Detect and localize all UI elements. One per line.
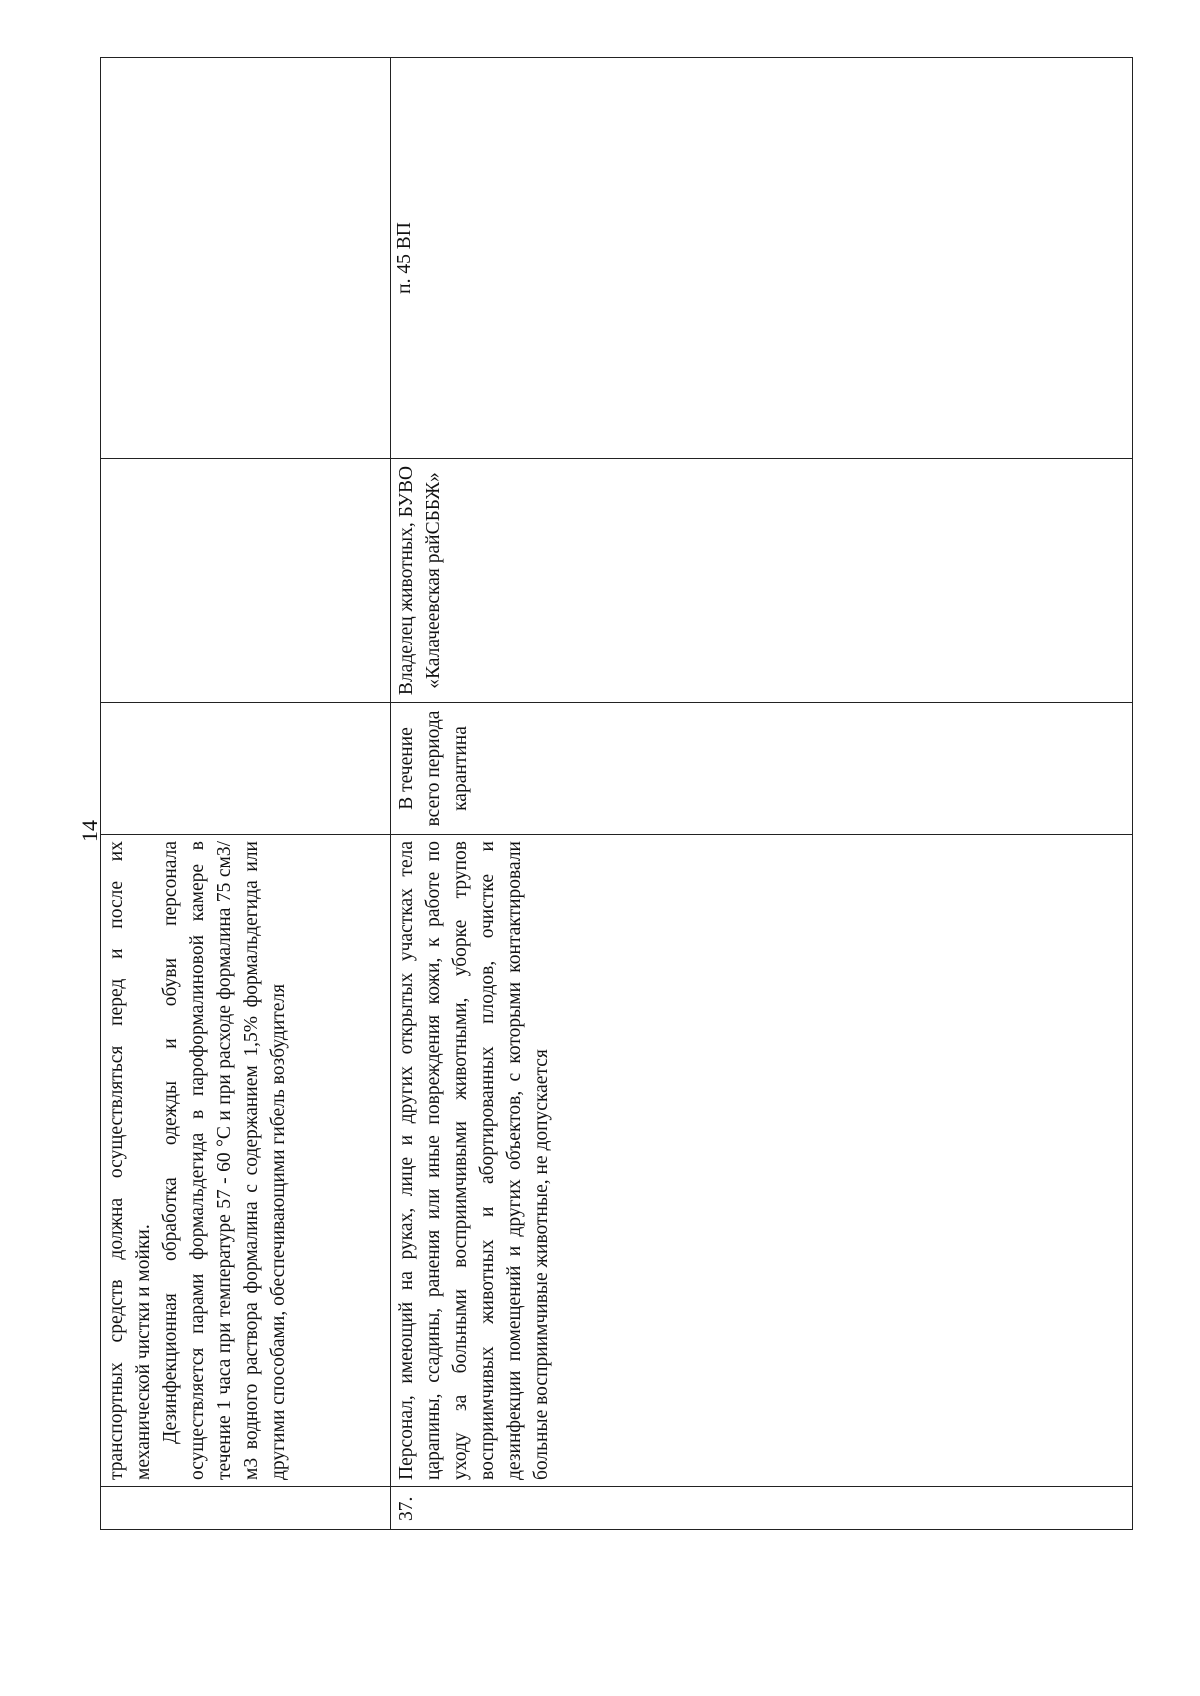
measure-paragraph: Дезинфекционная обработка одежды и обуви персонала осуществляется парами формальдегида в пароформалиновой камере в течение 1 часа при температуре 57 - 60 °С и при расходе формалина 75 см3/м3 водного раствора формалина с содержанием 1,5% формальдегида или другими способами, обеспечивающими гибель возбудителя [160,841,289,1480]
page-number: 14 [77,820,102,842]
row-number-cell: 37. [391,1487,1133,1530]
term-cell: В течение всего периода карантина [391,703,1133,835]
table-row [391,58,1133,1530]
row-number-cell [101,1487,391,1530]
responsible-cell [101,459,391,703]
rotated-page-content [100,58,1132,1530]
measures-table [100,57,1133,1530]
measure-description-cell [391,835,1133,1487]
responsible-cell: Владелец животных, БУВО «Калачеевская райСББЖ» [391,459,1133,703]
document-reference-cell [101,58,391,459]
measure-description-cell [101,835,391,1487]
measure-paragraph: транспортных средств должна осуществляться перед и после их механической чистки и мойки. [106,841,154,1480]
table-row [101,58,391,1530]
measure-paragraph: Персонал, имеющий на руках, лице и других открытых участках тела царапины, ссадины, ранения или иные повреждения кожи, к работе по уходу за больными восприимчивыми животными, уборке трупов восприимчивых животных и абортированных плодов, очистке и дезинфекции помещений и других объектов, с которыми контактировали больные восприимчивые животные, не допускается [396,841,552,1480]
document-reference-cell: п. 45 ВП [391,58,1133,459]
term-cell [101,703,391,835]
